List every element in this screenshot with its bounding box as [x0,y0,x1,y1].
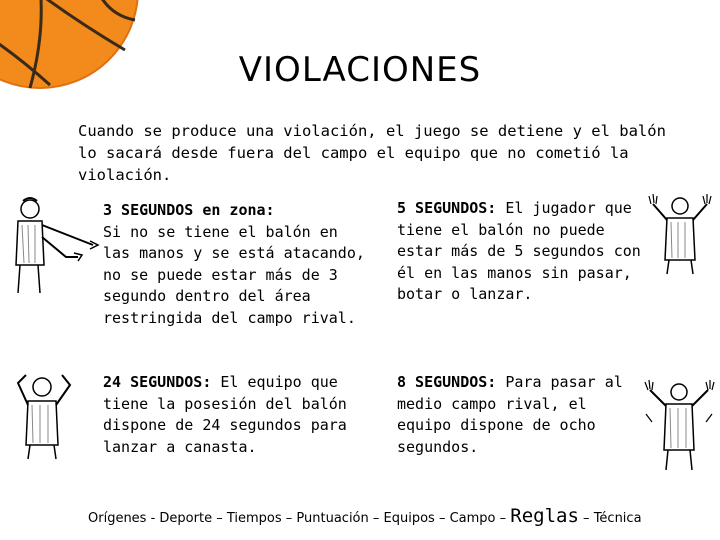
nav-link-deporte[interactable]: Deporte [159,511,213,526]
page-title: VIOLACIONES [238,50,482,90]
nav-link-equipos[interactable]: Equipos [383,511,435,526]
rule-3-seconds-head: 3 SEGUNDOS en zona: [103,201,275,219]
referee-8-seconds-icon [642,372,717,472]
nav-separator: – [434,511,450,526]
nav-separator: - [146,511,160,526]
nav-link-reglas[interactable]: Reglas [510,505,579,527]
referee-24-seconds-icon [12,365,82,460]
rule-5-seconds [397,198,647,306]
rule-8-seconds-head: 8 SEGUNDOS: [397,373,497,391]
referee-5-seconds-icon [645,190,715,275]
nav-separator: – [281,511,297,526]
nav-separator: – [578,511,594,526]
rule-8-seconds-body: Para pasar al medio campo rival, el equipo dispone de ocho segundos. [397,373,623,456]
rule-5-seconds-head: 5 SEGUNDOS: [397,199,497,217]
nav-link-puntuacion[interactable]: Puntuación [296,511,369,526]
nav-link-tecnica[interactable]: Técnica [593,511,642,526]
nav-separator: – [495,511,511,526]
nav-link-tiempos[interactable]: Tiempos [226,511,282,526]
referee-3-seconds-icon [8,195,100,295]
nav-separator: – [368,511,384,526]
footer-nav [88,505,688,527]
rule-24-seconds [103,372,373,458]
rule-3-seconds-body: Si no se tiene el balón en las manos y se está atacando, no se puede estar más de 3 segundo dentro del área restringida del campo rival. [103,222,365,327]
rule-5-seconds-body: El jugador que tiene el balón no puede estar más de 5 segundos con él en las manos sin pasar, botar o lanzar. [397,199,641,303]
nav-separator: – [212,511,227,526]
rule-3-seconds [103,200,373,329]
rule-24-seconds-head: 24 SEGUNDOS: [103,373,212,391]
rule-24-seconds-body: El equipo que tiene la posesión del balón dispone de 24 segundos para lanzar a canasta. [103,373,347,456]
rule-8-seconds [397,372,647,458]
nav-link-origenes[interactable]: Orígenes [88,511,147,526]
intro-text: Cuando se produce una violación, el juego se detiene y el balón lo sacará desde fuera del campo el equipo que no cometió la violación. [78,122,666,184]
nav-link-campo[interactable]: Campo [449,511,496,526]
